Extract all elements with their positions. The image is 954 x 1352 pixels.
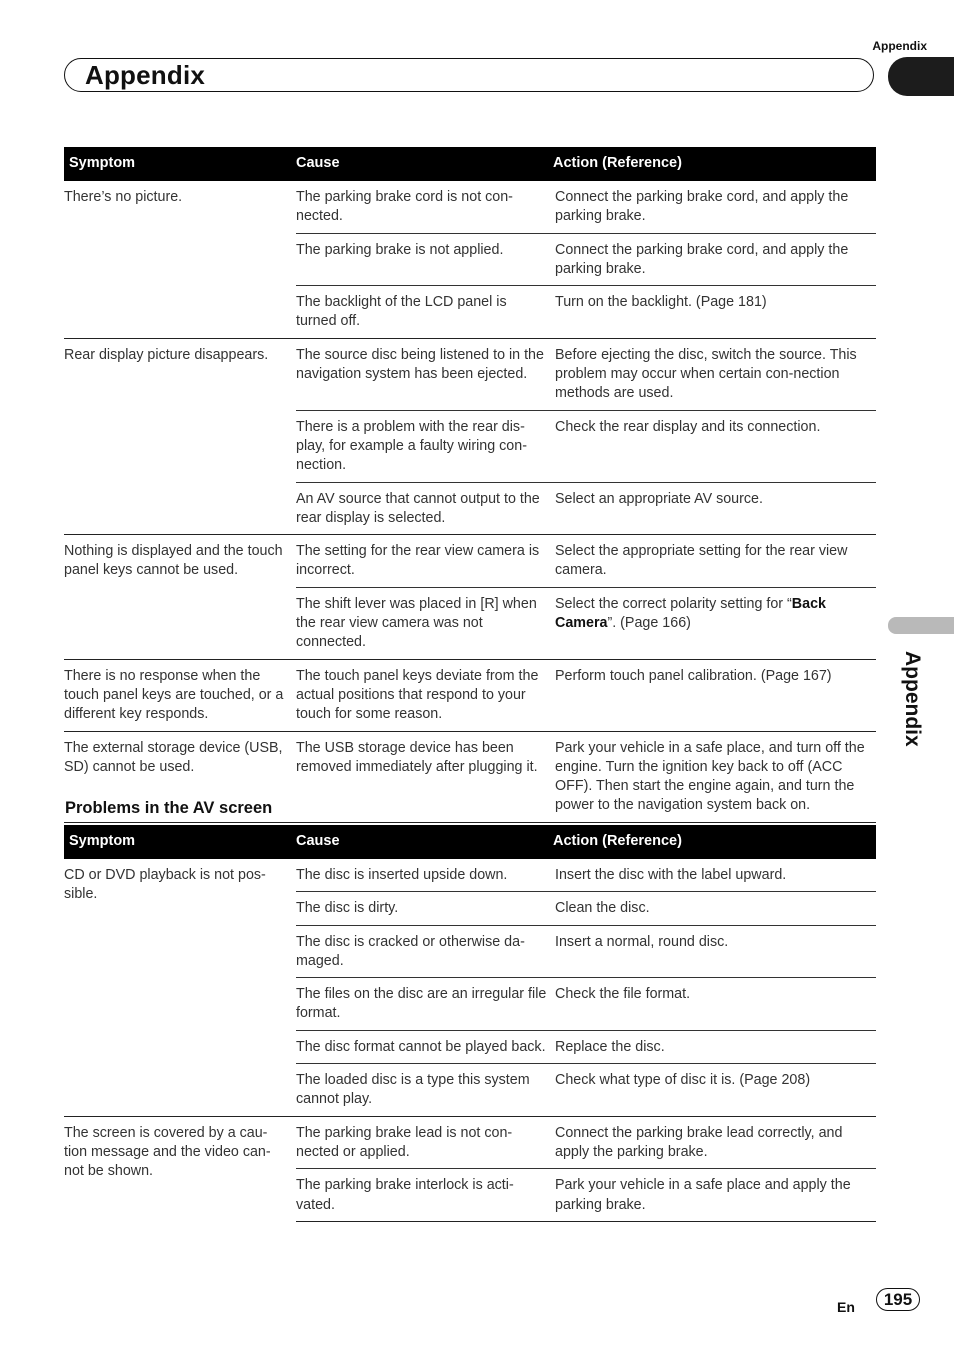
cause-cell: The source disc being listened to in the navigation system has been ejected. [296,338,553,410]
action-cell: Replace the disc. [553,1030,876,1063]
cause-cell: The disc is inserted upside down. [296,867,508,883]
cause-cell: The USB storage device has been removed immediately after plugging it. [296,731,553,822]
cause-cell: The disc format cannot be played back. [296,1030,553,1063]
cause-cell: The setting for the rear view camera is incorrect. [296,535,553,588]
cause-cell: The touch panel keys deviate from the actual positions that respond to your touch for some reason. [296,659,553,731]
symptom-cell: The external storage device (USB, SD) cannot be used. [64,731,296,822]
action-cell: Park your vehicle in a safe place, and turn off the engine. Turn the ignition key back to off (ACC OFF). Then start the engine again, and turn the power to the navigation system back on. [553,731,876,822]
action-cell: Before ejecting the disc, switch the source. This problem may occur when certain con-nection methods are used. [553,338,876,410]
action-text-suffix: ”. (Page 166) [607,615,691,632]
table-header-row [64,147,876,181]
action-cell: Check the rear display and its connection. [553,410,876,482]
language-code: En [837,1299,855,1315]
symptom-cell: Nothing is displayed and the touch panel keys cannot be used. [64,535,296,659]
action-cell: Check the file format. [553,978,876,1031]
table-row [64,181,876,233]
ui-setting-name: Back Camera [555,595,826,632]
table-row [64,535,876,588]
cause-cell: The parking brake lead is not con-nected or applied. [296,1116,553,1169]
action-cell: Select the appropriate setting for the rear view camera. [553,535,876,588]
cause-cell: An AV source that cannot output to the rear display is selected. [296,482,553,535]
action-cell: Park your vehicle in a safe place and apply the parking brake. [553,1169,876,1222]
side-tab-label: Appendix [901,651,924,747]
cause-cell: The loaded disc is a type this system cannot play. [296,1064,553,1117]
cause-cell: The disc is cracked or otherwise da-maged. [296,925,553,978]
troubleshooting-table-2 [64,825,876,1222]
action-cell: Insert a normal, round disc. [553,925,876,978]
chapter-tab-marker [888,57,954,96]
cause-cell: The parking brake interlock is acti-vated. [296,1169,553,1222]
action-cell: Connect the parking brake cord, and apply the parking brake. [553,233,876,286]
cause-cell: The disc is dirty. [296,892,553,925]
column-header-symptom: Symptom [64,147,296,181]
action-cell: Check what type of disc it is. (Page 208) [553,1064,876,1117]
cause-cell: The backlight of the LCD panel is turned off. [296,286,553,339]
cause-cell: The shift lever was placed in [R] when the rear view camera was not connected. [296,587,553,659]
action-cell: Turn on the backlight. (Page 181) [553,286,876,339]
cause-cell: The parking brake is not applied. [296,233,553,286]
symptom-cell: There is no response when the touch panel keys are touched, or a different key responds. [64,659,296,731]
action-cell: Connect the parking brake cord, and apply the parking brake. [555,189,849,225]
action-text-prefix: Select the correct polarity setting for “ [555,595,792,612]
column-header-symptom: Symptom [64,825,296,859]
symptom-cell: Rear display picture disappears. [64,338,296,534]
action-cell: Connect the parking brake lead correctly, and apply the parking brake. [553,1116,876,1169]
action-cell: Clean the disc. [553,892,876,925]
table-row [64,859,876,892]
column-header-cause: Cause [296,147,553,181]
column-header-action: Action (Reference) [553,825,876,859]
running-head: Appendix [872,39,927,53]
section-title-box [64,58,874,92]
troubleshooting-table-1 [64,147,876,823]
action-cell: Select an appropriate AV source. [553,482,876,535]
page-title: Appendix [85,60,206,90]
symptom-cell: CD or DVD playback is not pos-sible. [64,867,266,903]
symptom-cell: There’s no picture. [64,189,183,205]
table-row [64,1116,876,1169]
action-cell: Insert the disc with the label upward. [555,867,787,883]
column-header-cause: Cause [296,825,553,859]
action-cell: Perform touch panel calibration. (Page 167) [553,659,876,731]
cause-cell: The files on the disc are an irregular file format. [296,978,553,1031]
column-header-action: Action (Reference) [553,147,876,181]
table-row [64,659,876,731]
section-heading: Problems in the AV screen [65,799,273,817]
action-cell [553,587,876,659]
symptom-cell: The screen is covered by a cau-tion message and the video can-not be shown. [64,1116,296,1221]
table-row [64,338,876,410]
side-tab-marker [888,617,954,634]
page-number: 195 [876,1288,920,1311]
cause-cell: There is a problem with the rear dis-play, for example a faulty wiring con-nection. [296,410,553,482]
cause-cell: The parking brake cord is not con-nected. [296,189,513,225]
table-header-row [64,825,876,859]
